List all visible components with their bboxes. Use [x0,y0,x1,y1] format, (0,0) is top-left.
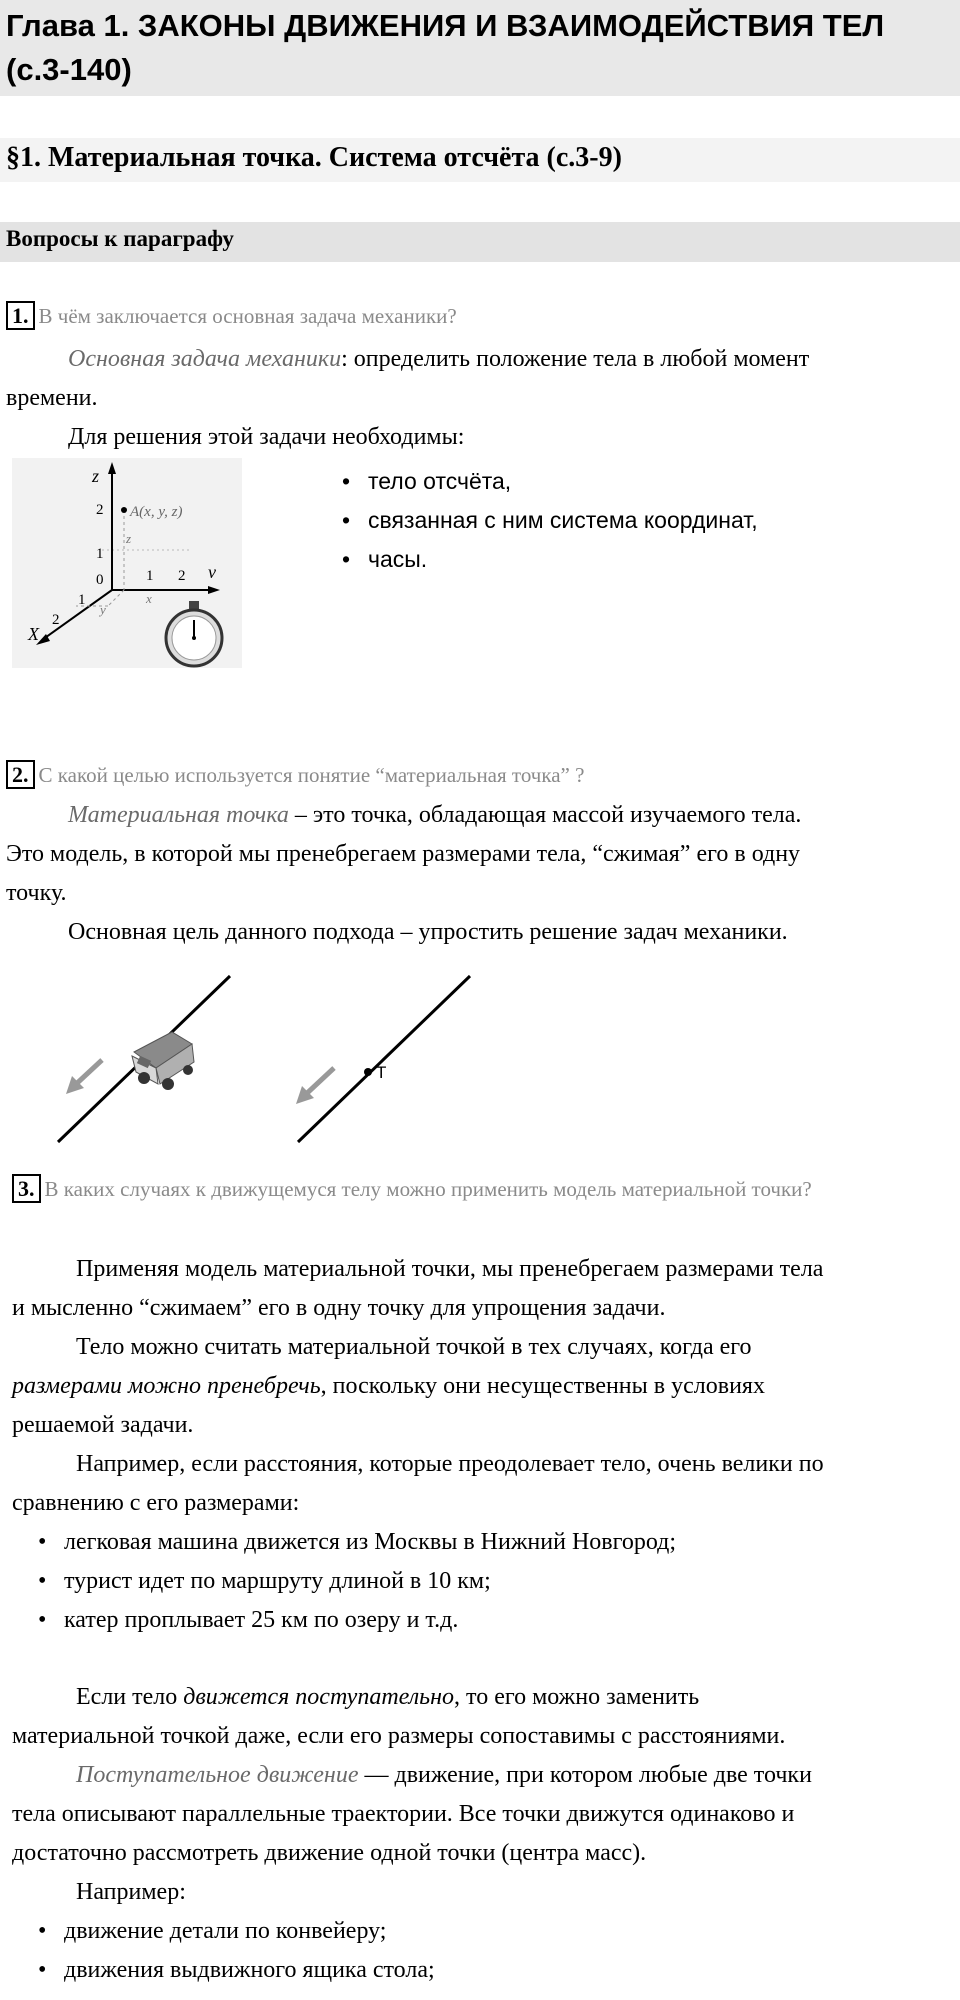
answer-text: Это модель, в которой мы пренебрегаем размерами тела, “сжимая” его в одну [6,841,801,867]
x-axis-label: X [28,624,39,644]
point-label: T [376,1063,387,1082]
term: Поступательное движение [76,1762,359,1788]
q2-answer [6,796,956,952]
question-1 [6,303,457,329]
direction-arrow-icon [66,1060,102,1094]
z-tick: 1 [96,546,104,562]
term: Материальная точка [68,802,289,828]
y-tick: 1 [146,568,154,584]
answer-text: и мысленно “сжимаем” его в одну точку для упрощения задачи. [12,1295,666,1321]
answer-text: Например: [76,1879,186,1905]
list-item: • легковая машина движется из Москвы в Нижний Новгород; [32,1523,956,1562]
x-tick: 2 [52,612,60,628]
answer-text: Тело можно считать материальной точкой в тех случаях, когда его [76,1334,752,1360]
answer-text: материальной точкой даже, если его размеры сопоставимы с расстояниями. [12,1723,786,1749]
y-tick: 2 [178,568,186,584]
material-point [364,1068,372,1076]
q3-answer [12,1250,956,1990]
list-item: • турист идет по маршруту длиной в 10 км; [32,1562,956,1601]
proj-y: y [100,602,106,617]
question-3 [12,1176,812,1202]
proj-x: x [146,591,152,606]
list-item: • связанная с ним система координат, [336,501,758,540]
answer-text: Применяя модель материальной точки, мы пренебрегаем размерами тела [76,1256,824,1282]
direction-arrow-icon [296,1068,334,1104]
q1-list [336,462,758,579]
question-number: 1. [6,301,35,330]
list-item: • движения выдвижного ящика стола; [32,1951,956,1990]
answer-text: Основная цель данного подхода – упростить решение задач механики. [68,919,788,945]
paragraph-title: §1. Материальная точка. Система отсчёта (с.3-9) [6,142,622,173]
y-axis-label: v [208,562,216,582]
question-text: В чём заключается основная задача механики? [38,304,457,328]
point-a [121,507,127,513]
coordinate-system-figure [12,458,242,668]
answer-text: — движение, при котором любые две точки [358,1762,812,1788]
answer-text: достаточно рассмотреть движение одной точки (центра масс). [12,1840,647,1866]
question-number: 2. [6,760,35,789]
answer-text: решаемой задачи. [12,1412,194,1438]
x-tick: 1 [78,592,86,608]
q1-answer [6,340,956,457]
answer-text: Например, если расстояния, которые преодолевает тело, очень велики по [76,1451,824,1477]
emphasis: размерами можно пренебречь [12,1373,321,1399]
answer-text: тела описывают параллельные траектории. Все точки движутся одинаково и [12,1801,795,1827]
answer-text: точку. [6,880,67,906]
material-point-figure [40,972,500,1152]
chapter-title: Глава 1. ЗАКОНЫ ДВИЖЕНИЯ И ВЗАИМОДЕЙСТВИЯ ТЕЛ (с.3-140) [6,8,885,87]
answer-text: Для решения этой задачи необходимы: [68,424,465,450]
term: Основная задача механики [68,346,342,372]
section-title: Вопросы к параграфу [6,226,234,251]
answer-text: , то его можно заменить [454,1684,700,1710]
list-item: • тело отсчёта, [336,462,758,501]
answer-text: Если тело [76,1684,184,1710]
truck-icon [132,1032,194,1090]
trajectory-line [298,976,470,1142]
question-text: В каких случаях к движущемуся телу можно применить модель материальной точки? [44,1177,812,1201]
list-item: • катер проплывает 25 км по озеру и т.д. [32,1601,956,1640]
answer-text: – это точка, обладающая массой изучаемого тела. [288,802,802,828]
answer-text: сравнению с его размерами: [12,1490,300,1516]
proj-z: z [126,531,132,546]
point-label: A(x, y, z) [130,504,183,520]
z-tick: 0 [96,572,104,588]
answer-text: : определить положение тела в любой момент [341,346,810,372]
z-axis-label: z [92,466,100,486]
list-item: • движение детали по конвейеру; [32,1912,956,1951]
emphasis: движется поступательно [183,1684,455,1710]
question-number: 3. [12,1174,41,1203]
answer-text: времени. [6,385,98,411]
z-tick: 2 [96,502,104,518]
question-2 [6,762,584,788]
question-text: С какой целью используется понятие “материальная точка” ? [38,763,585,787]
answer-text: , поскольку они несущественны в условиях [320,1373,765,1399]
list-item: • часы. [336,540,758,579]
